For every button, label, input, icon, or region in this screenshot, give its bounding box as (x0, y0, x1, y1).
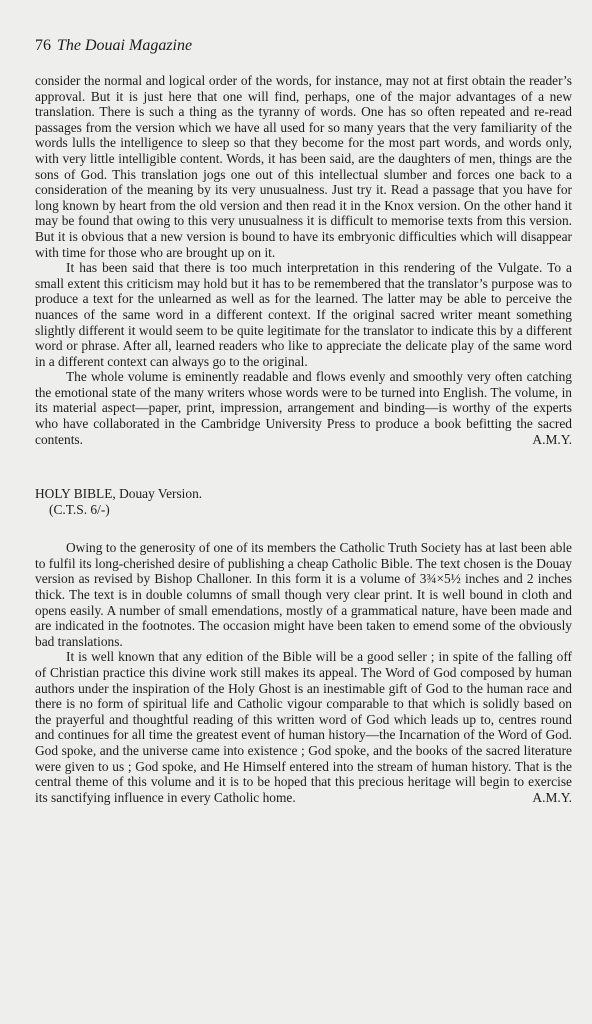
review-paragraph: consider the normal and logical order of the words, for instance, may not at first obtain the reader’s approval. But it is just here that one will find, perhaps, one of the major advantages of a new translation. There is such a thing as the tyranny of words. One has so often repeated and re-read passages from the version which we have all used for so many years that the very familiarity of the words lulls the intelligence to sleep so that they become for the most part words, and words only, with very little intelligible content. Words, it has been said, are the daughters of men, things are the sons of God. This translation jogs one out of this intellectual slumber and forces one back to a consideration of the meaning by its very unusualness. Just try it. Read a passage that you have for long known by heart from the old version and then read it in the Knox version. On the other hand it may be found that owing to this very unusualness it is difficult to memorise texts from this version. But it is obvious that a new version is bound to have its embryonic difficulties which will disappear with time for those who are brought up on it. (35, 73, 572, 260)
publication-title: The Douai Magazine (57, 37, 193, 54)
review-douay-bible (35, 540, 572, 805)
review-paragraph (35, 369, 572, 447)
running-head (35, 36, 572, 56)
review-paragraph-text: It is well known that any edition of the Bible will be a good seller ; in spite of the falling off of Christian practice this divine work still makes its appeal. The Word of God composed by human authors under the inspiration of the Holy Ghost is an inestimable gift of God to the human race and there is no form of spiritual life and Catholic vigour comparable to that which is solidly based on the prayerful and thoughtful reading of this written word of God which leads up to, centres round and continues for all time the greatest event of human history—the Incarnation of the Word of God. God spoke, and the universe came into existence ; God spoke, and the books of the sacred literature were given to us ; God spoke, and He Himself entered into the stream of human history. That is the central theme of this volume and it is to be hoped that this precious heritage will begin to exercise its sanctifying influence in every Catholic home. (35, 649, 572, 805)
review-paragraph (35, 649, 572, 805)
publisher-price: (C.T.S. 6/-) (49, 502, 110, 518)
review-paragraph-text: The whole volume is eminently readable and flows evenly and smoothly very often catching the emotional state of the many writers whose words were to be turned into English. The volume, in its material aspect—paper, print, impression, arrangement and binding—is worthy of the experts who have collaborated in the Cambridge University Press to produce a book befitting the sacred contents. (35, 369, 572, 447)
review-heading (35, 486, 572, 518)
magazine-page (35, 36, 572, 805)
page-number: 76 (35, 37, 51, 54)
review-signature: A.M.Y. (532, 431, 572, 447)
review-paragraph: Owing to the generosity of one of its members the Catholic Truth Society has at last been able to fulfil its long-cherished desire of publishing a cheap Catholic Bible. The text chosen is the Douay version as revised by Bishop Challoner. In this form it is a volume of 3¾×5½ inches and 2 inches thick. The text is in double columns of small though very clear print. It is well bound in cloth and opens easily. A number of small emendations, mostly of a grammatical nature, have been made and are indicated in the footnotes. The occasion might have been taken to emend some of the obviously bad translations. (35, 540, 572, 649)
review-knox-translation (35, 73, 572, 447)
review-paragraph: It has been said that there is too much interpretation in this rendering of the Vulgate. To a small extent this criticism may hold but it has to be remembered that the translator’s purpose was to produce a text for the unlearned as well as for the learned. The latter may be able to perceive the nuances of the same word in a different context. If the original sacred writer meant something slightly different it would seem to be quite legitimate for the translator to indicate this by a different word or phrase. After all, learned readers who like to appreciate the delicate play of the same word in a different context can always go to the original. (35, 260, 572, 369)
book-title: HOLY BIBLE, Douay Version. (35, 486, 203, 502)
review-signature: A.M.Y. (532, 789, 572, 805)
